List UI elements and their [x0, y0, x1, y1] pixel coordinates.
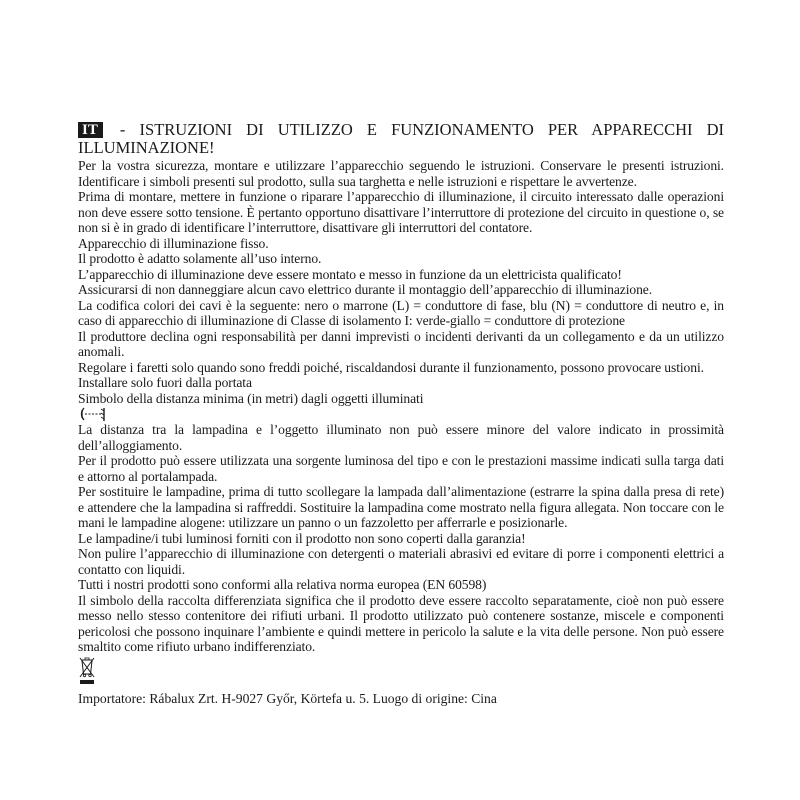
paragraph-distance-symbol: Simbolo della distanza minima (in metri) dagli oggetti illuminati	[78, 390, 424, 406]
paragraph-cleaning: Non pulire l’apparecchio di illuminazione con detergenti o materiali abrasivi ed evitare di porre i componenti elettrici a contatto con liquidi.	[78, 546, 724, 577]
paragraph-electrician: L’apparecchio di illuminazione deve essere montato e messo in funzione da un elettricista qualificato!	[78, 266, 622, 282]
language-badge: IT	[78, 122, 103, 138]
paragraph-power-off: Prima di montare, mettere in funzione o riparare l’apparecchio di illuminazione, il circuito interessato dalle operazioni non deve essere sotto tensione. È pertanto opportuno disattivare l’interruttore di protezione del circuito in questione o, se non si è in grado di identificare l’interruttore, disattivare gli interruttori del contatore.	[78, 189, 724, 235]
paragraph-disposal: Il simbolo della raccolta differenziata significa che il prodotto deve essere raccolto separatamente, cioè non può essere messo nello stesso contenitore dei rifiuti urbani. Il prodotto utilizzato può contenere sostanze, miscele e componenti pericolosi che possono inquinare l’ambiente e quindi mettere in pericolo la salute e la vita delle persone. Non può essere smaltito come rifiuto urbano indifferenziato.	[78, 592, 724, 654]
paragraph-indoor: Il prodotto è adatto solamente all’uso interno.	[78, 251, 322, 266]
weee-symbol-row	[78, 655, 724, 689]
distance-symbol-row	[78, 406, 724, 422]
importer-line: Importatore: Rábalux Zrt. H-9027 Győr, Körtefa u. 5. Luogo di origine: Cina	[78, 690, 497, 706]
paragraph-warranty: Le lampadine/i tubi luminosi forniti con il prodotto non sono coperti dalla garanzia!	[78, 530, 526, 546]
crossed-out-wheelie-bin-icon	[78, 656, 96, 680]
min-distance-spotlight-icon	[78, 406, 108, 422]
paragraph-fixed: Apparecchio di illuminazione fisso.	[78, 235, 269, 251]
paragraph-replace-bulb: Per sostituire le lampadine, prima di tutto scollegare la lampada dall’alimentazione (estrarre la spina dalla presa di rete) e attendere che la lampadina si raffreddi. Sostituire la lampadina come mostrato nella figura allegata. Non toccare con le mani le lampadine alogene: utilizzare un panno o un fazzoletto per afferrarle e posizionarle.	[78, 484, 724, 530]
paragraph-liability: Il produttore declina ogni responsabilità per danni imprevisti o incidenti derivanti da un collegamento e da un utilizzo anomali.	[78, 328, 724, 359]
paragraph-light-source: Per il prodotto può essere utilizzata una sorgente luminosa del tipo e con le prestazioni massime indicati sulla targa dati e attorno al portalampada.	[78, 453, 724, 484]
paragraph-safety: Per la vostra sicurezza, montare e utilizzare l’apparecchio seguendo le istruzioni. Conservare le presenti istruzioni. Identificare i simboli presenti sul prodotto, sulla sua targhetta e nelle istruzioni e rispettare le avvertenze.	[78, 158, 724, 189]
weee-bar-mark	[80, 680, 94, 684]
document-title	[78, 121, 724, 157]
paragraph-reach: Installare solo fuori dalla portata	[78, 375, 252, 390]
paragraph-spotlights: Regolare i faretti solo quando sono freddi poiché, riscaldandosi durante il funzionamento, possono provocare ustioni.	[78, 359, 704, 375]
title-text: - ISTRUZIONI DI UTILIZZO E FUNZIONAMENTO PER APPARECCHI DI ILLUMINAZIONE!	[78, 120, 724, 157]
paragraph-color-codes: La codifica colori dei cavi è la seguente: nero o marrone (L) = conduttore di fase, blu (N) = conduttore di neutro e, in caso di apparecchio di illuminazione di Classe di isolamento I: verde-giallo = conduttore di protezione	[78, 297, 724, 328]
paragraph-norm: Tutti i nostri prodotti sono conformi alla relativa norma europea (EN 60598)	[78, 577, 487, 592]
paragraph-min-distance: La distanza tra la lampadina e l’oggetto illuminato non può essere minore del valore indicato in prossimità dell’alloggiamento.	[78, 422, 724, 453]
paragraph-cables: Assicurarsi di non danneggiare alcun cavo elettrico durante il montaggio dell’apparecchio di illuminazione.	[78, 282, 653, 297]
instruction-document	[78, 121, 724, 706]
